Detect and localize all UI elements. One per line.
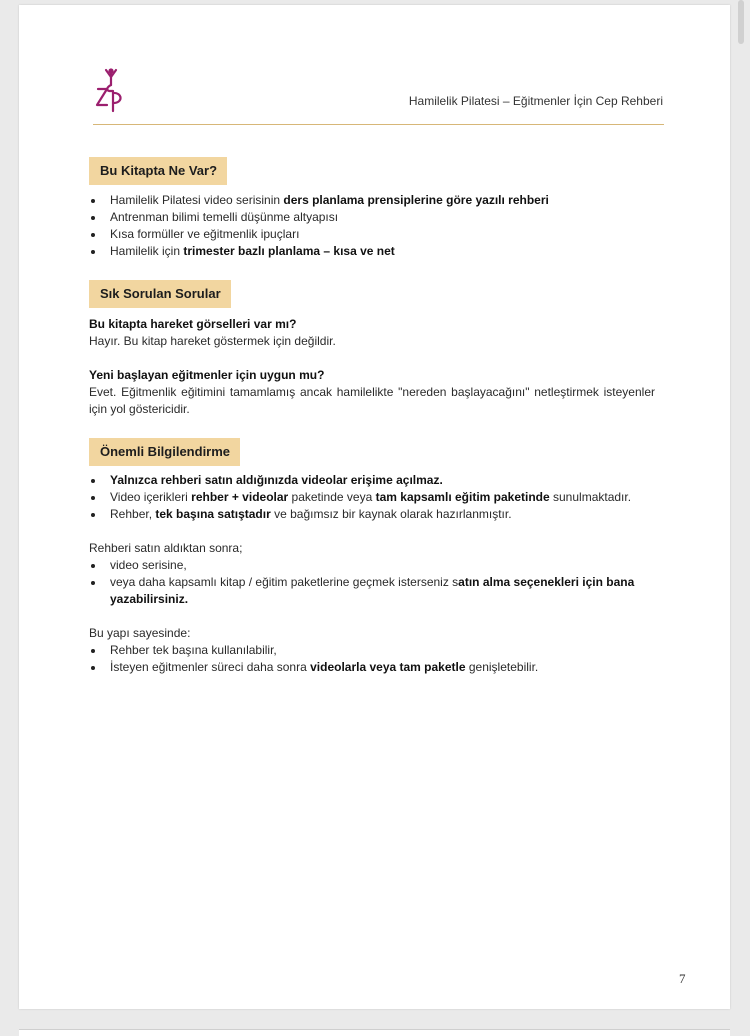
list-item: Rehber, tek başına satıştadır ve bağımsız bir kaynak olarak hazırlanmıştır. [89,506,655,523]
list-item: İsteyen eğitmenler süreci daha sonra videolarla veya tam paketle genişletebilir. [89,659,655,676]
list-item: Hamilelik için trimester bazlı planlama – kısa ve net [89,243,655,260]
after-purchase-list [89,557,655,608]
section-heading-notice: Önemli Bilgilendirme [89,438,240,466]
paragraph: Bu yapı sayesinde: [89,626,191,640]
list-item: Hamilelik Pilatesi video serisinin ders planlama prensiplerine göre yazılı rehberi [89,192,655,209]
list-item: video serisine, [89,557,655,574]
list-item: Kısa formüller ve eğitmenlik ipuçları [89,226,655,243]
list-item: veya daha kapsamlı kitap / eğitim paketlerine geçmek isterseniz satın alma seçenekleri için bana yazabilirsiniz. [89,574,655,608]
list-item: Yalnızca rehberi satın aldığınızda videolar erişime açılmaz. [89,472,655,489]
scrollbar-thumb[interactable] [738,0,744,44]
list-item: Antrenman bilimi temelli düşünme altyapısı [89,209,655,226]
paragraph: Rehberi satın aldıktan sonra; [89,541,243,555]
faq-question: Bu kitapta hareket görselleri var mı? [89,317,297,331]
list-item: Video içerikleri rehber + videolar paketinde veya tam kapsamlı eğitim paketinde sunulmaktadır. [89,489,655,506]
zp-logo [92,65,132,115]
structure-list [89,642,655,676]
section-heading-contents: Bu Kitapta Ne Var? [89,157,227,185]
contents-list [89,192,655,260]
faq-question: Yeni başlayan eğitmenler için uygun mu? [89,368,325,382]
header-title: Hamilelik Pilatesi – Eğitmenler İçin Cep Rehberi [408,94,663,108]
faq-answer: Hayır. Bu kitap hareket göstermek için değildir. [89,334,336,348]
section-heading-faq: Sık Sorulan Sorular [89,280,231,308]
page-content [89,157,655,676]
faq-answer: Evet. Eğitmenlik eğitimini tamamlamış ancak hamilelikte "nereden başlayacağını" netleştirmek isteyenler için yol göstericidir. [89,385,655,416]
page-number: 7 [679,971,686,986]
list-item: Rehber tek başına kullanılabilir, [89,642,655,659]
header-divider [93,124,664,125]
notice-list [89,472,655,523]
